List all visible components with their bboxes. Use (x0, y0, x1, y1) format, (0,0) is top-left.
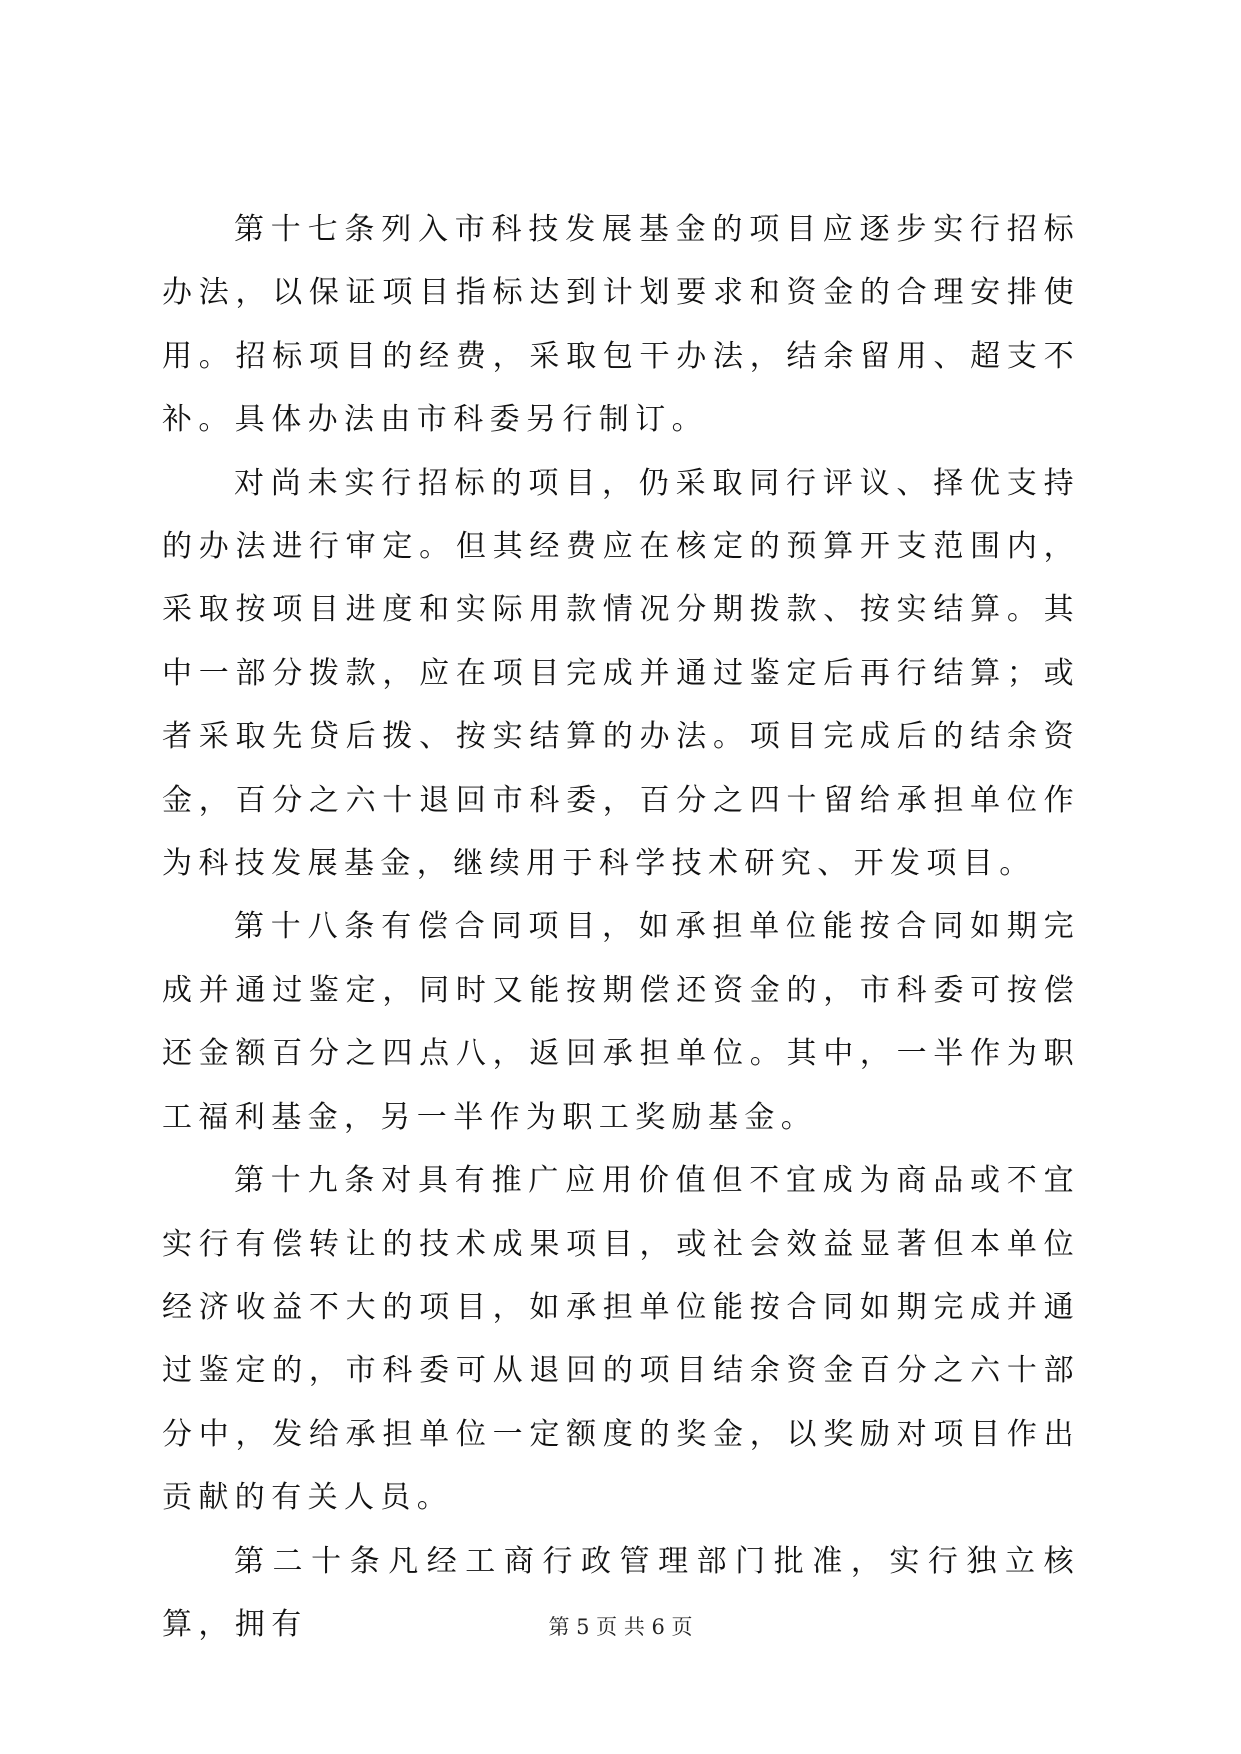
paragraph-article-19: 第十九条对具有推广应用价值但不宜成为商品或不宜实行有偿转让的技术成果项目，或社会效益显著但本单位经济收益不大的项目，如承担单位能按合同如期完成并通过鉴定的，市科委可从退回的项目结余资金百分之六十部分中，发给承担单位一定额度的奖金，以奖励对项目作出贡献的有关人员。 (162, 1163, 1080, 1516)
paragraph-article-17: 第十七条列入市科技发展基金的项目应逐步实行招标办法，以保证项目指标达到计划要求和资金的合理安排使用。招标项目的经费，采取包干办法，结余留用、超支不补。具体办法由市科委另行制订。 (162, 212, 1080, 438)
paragraph-article-18: 第十八条有偿合同项目，如承担单位能按合同如期完成并通过鉴定，同时又能按期偿还资金的，市科委可按偿还金额百分之四点八，返回承担单位。其中，一半作为职工福利基金，另一半作为职工奖励基金。 (162, 909, 1080, 1135)
paragraph-article-20: 第二十条凡经工商行政管理部门批准，实行独立核算，拥有 (162, 1543, 1080, 1642)
paragraph-non-bidding-projects: 对尚未实行招标的项目，仍采取同行评议、择优支持的办法进行审定。但其经费应在核定的预算开支范围内，采取按项目进度和实际用款情况分期拨款、按实结算。其中一部分拨款，应在项目完成并通过鉴定后再行结算；或者采取先贷后拨、按实结算的办法。项目完成后的结余资金，百分之六十退回市科委，百分之四十留给承担单位作为科技发展基金，继续用于科学技术研究、开发项目。 (162, 465, 1080, 882)
page-number-footer: 第 5 页 共 6 页 (548, 1615, 693, 1639)
document-body (162, 198, 1080, 1656)
